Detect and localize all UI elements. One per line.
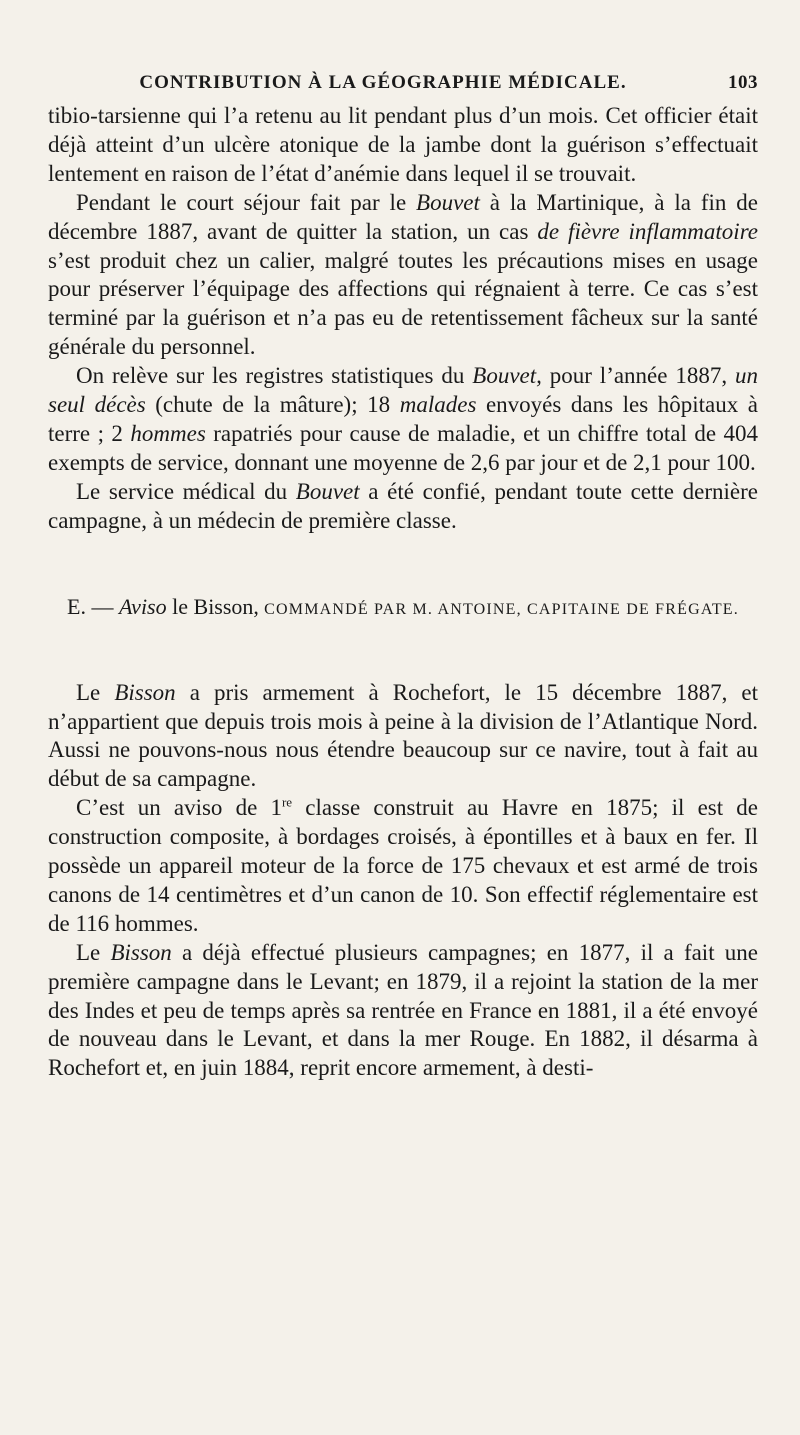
page-number: 103 bbox=[728, 72, 758, 93]
paragraph-statistics: On relève sur les registres statistiques du Bouvet, pour l’année 1887, un seul décès (chute de la mâture); 18 malades envoyés dans les hôpitaux à terre ; 2 hommes rapatriés pour cause de maladie, et un chiffre total de 404 exempts de service, donnant une moyenne de 2,6 par jour et de 2,1 pour 100. bbox=[48, 363, 758, 475]
running-title: CONTRIBUTION À LA GÉOGRAPHIE MÉDICALE. bbox=[139, 72, 627, 93]
case-name: de fièvre inflammatoire bbox=[537, 218, 759, 244]
paragraph-continuation: tibio-tarsienne qui l’a retenu au lit pendant plus d’un mois. Cet officier était déjà atteint d’un ulcère atonique de la jambe dont la guérison s’effectuait lentement en raison de l’état d’anémie dans lequel il se trouvait. bbox=[48, 103, 758, 186]
page bbox=[48, 62, 758, 1083]
running-head bbox=[48, 62, 758, 102]
paragraph-medical-service: Le service médical du Bouvet a été confié, pendant toute cette dernière campagne, à un médecin de première classe. bbox=[48, 478, 758, 533]
ship-name: Bouvet, bbox=[472, 363, 542, 389]
ship-name: Bisson bbox=[110, 939, 172, 965]
ship-name: Bisson bbox=[114, 679, 176, 705]
paragraph-martinique: Pendant le court séjour fait par le Bouvet à la Martinique, à la fin de décembre 1887, avant de quitter la station, un cas de fièvre inflammatoire s’est produit chez un calier, malgré toutes les précautions mises en usage pour préserver l’équipage des affections qui régnaient à terre. Ce cas s’est terminé par la guérison et n’a pas eu de retentissement fâcheux sur la santé générale du personnel. bbox=[48, 189, 759, 360]
paragraph-ship-description: C’est un aviso de 1re classe construit au Havre en 1875; il est de construction composite, à bordages croisés, à épontilles et à baux en fer. Il possède un appareil moteur de la force de 175 chevaux et est armé de trois canons de 14 centimètres et d’un canon de 10. Son effectif réglementaire est de 116 hommes. bbox=[48, 794, 758, 936]
paragraph-campaigns: Le Bisson a déjà effectué plusieurs campagnes; en 1877, il a fait une première campagne dans le Levant; en 1879, il a rejoint la station de la mer des Indes et peu de temps après sa rentrée en France en 1881, il a été envoyé de nouveau dans le Levant, et dans la mer Rouge. En 1882, il désarma à Rochefort et, en juin 1884, reprit encore armement, à desti- bbox=[48, 939, 758, 1081]
section-heading: E. — Aviso le Bisson, COMMANDÉ PAR M. ANTOINE, CAPITAINE DE FRÉGATE. bbox=[67, 593, 739, 619]
ship-name: Bouvet bbox=[416, 189, 480, 215]
ship-name: Bouvet bbox=[295, 478, 360, 504]
paragraph-armament: Le Bisson a pris armement à Rochefort, le 15 décembre 1887, et n’appartient que depuis trois mois à peine à la division de l’Atlantique Nord. Aussi ne pouvons-nous nous étendre beaucoup sur ce navire, tout à fait au début de sa campagne. bbox=[48, 679, 759, 792]
